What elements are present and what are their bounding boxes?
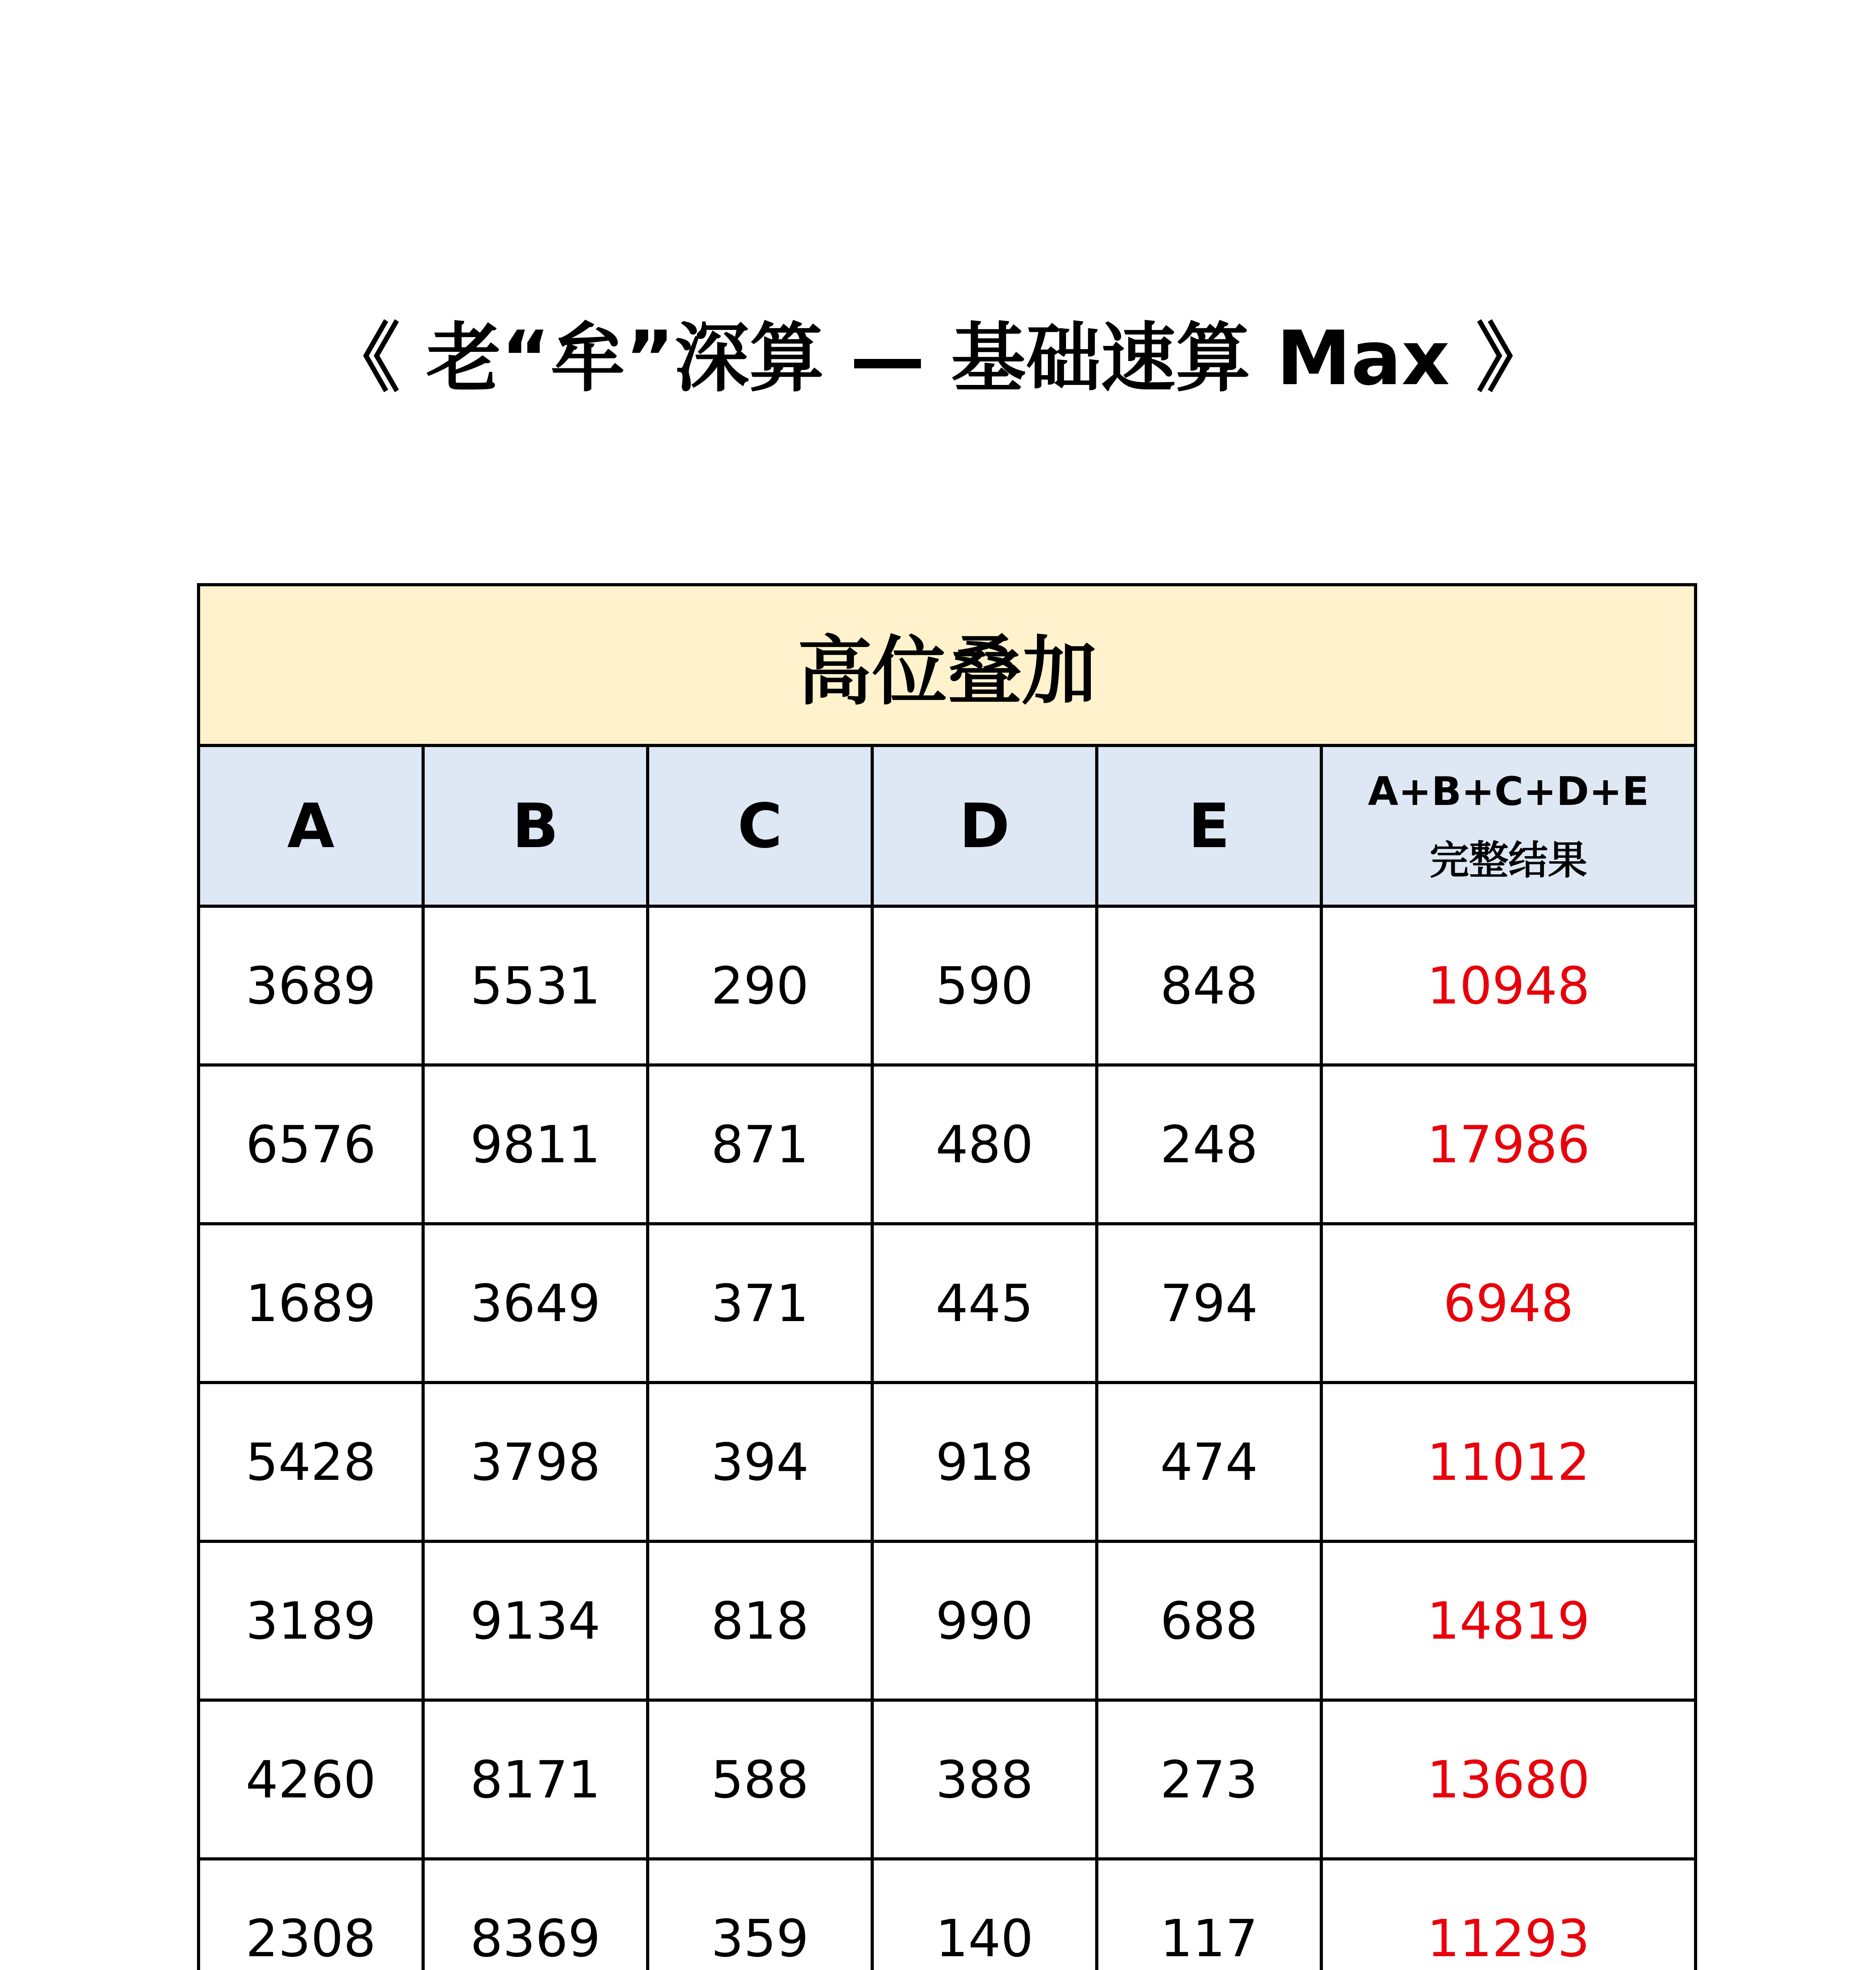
column-header-e: E [1097,745,1321,906]
cell-c: 394 [648,1383,872,1541]
cell-b: 8171 [423,1700,648,1859]
table-row [199,1859,1696,1970]
section-header-row [199,585,1696,745]
cell-a: 1689 [199,1224,423,1383]
cell-d: 445 [872,1224,1097,1383]
result-header-formula: A+B+C+D+E [1368,768,1649,814]
cell-a: 5428 [199,1383,423,1541]
cell-b: 9811 [423,1065,648,1224]
cell-result: 11012 [1321,1383,1696,1541]
cell-e: 474 [1097,1383,1321,1541]
column-header-d: D [872,745,1097,906]
cell-e: 117 [1097,1859,1321,1970]
cell-d: 590 [872,906,1097,1065]
cell-c: 818 [648,1541,872,1700]
cell-result: 6948 [1321,1224,1696,1383]
cell-a: 3689 [199,906,423,1065]
column-header-c: C [648,745,872,906]
column-header-b: B [423,745,648,906]
table-row [199,1700,1696,1859]
cell-result: 10948 [1321,906,1696,1065]
cell-e: 248 [1097,1065,1321,1224]
cell-d: 388 [872,1700,1097,1859]
cell-b: 9134 [423,1541,648,1700]
section-title: 高位叠加 [199,585,1696,745]
cell-e: 848 [1097,906,1321,1065]
table-row [199,1383,1696,1541]
column-header-row [199,745,1696,906]
table-body [199,906,1696,1970]
cell-b: 8369 [423,1859,648,1970]
table-row [199,1065,1696,1224]
column-header-result [1321,745,1696,906]
cell-a: 6576 [199,1065,423,1224]
result-header-caption: 完整结果 [1430,837,1587,883]
page-title: 《 老“牟”深算 — 基础速算 Max 》 [325,315,1551,402]
addition-table [197,583,1697,1970]
cell-b: 3649 [423,1224,648,1383]
cell-b: 5531 [423,906,648,1065]
cell-a: 2308 [199,1859,423,1970]
cell-b: 3798 [423,1383,648,1541]
cell-d: 918 [872,1383,1097,1541]
cell-c: 871 [648,1065,872,1224]
cell-c: 290 [648,906,872,1065]
cell-e: 688 [1097,1541,1321,1700]
table-row [199,1224,1696,1383]
cell-a: 3189 [199,1541,423,1700]
cell-d: 990 [872,1541,1097,1700]
cell-result: 13680 [1321,1700,1696,1859]
table-row [199,906,1696,1065]
table-row [199,1541,1696,1700]
cell-c: 588 [648,1700,872,1859]
cell-d: 480 [872,1065,1097,1224]
cell-a: 4260 [199,1700,423,1859]
cell-result: 14819 [1321,1541,1696,1700]
cell-d: 140 [872,1859,1097,1970]
cell-c: 359 [648,1859,872,1970]
cell-e: 273 [1097,1700,1321,1859]
column-header-a: A [199,745,423,906]
cell-result: 11293 [1321,1859,1696,1970]
cell-c: 371 [648,1224,872,1383]
cell-result: 17986 [1321,1065,1696,1224]
cell-e: 794 [1097,1224,1321,1383]
